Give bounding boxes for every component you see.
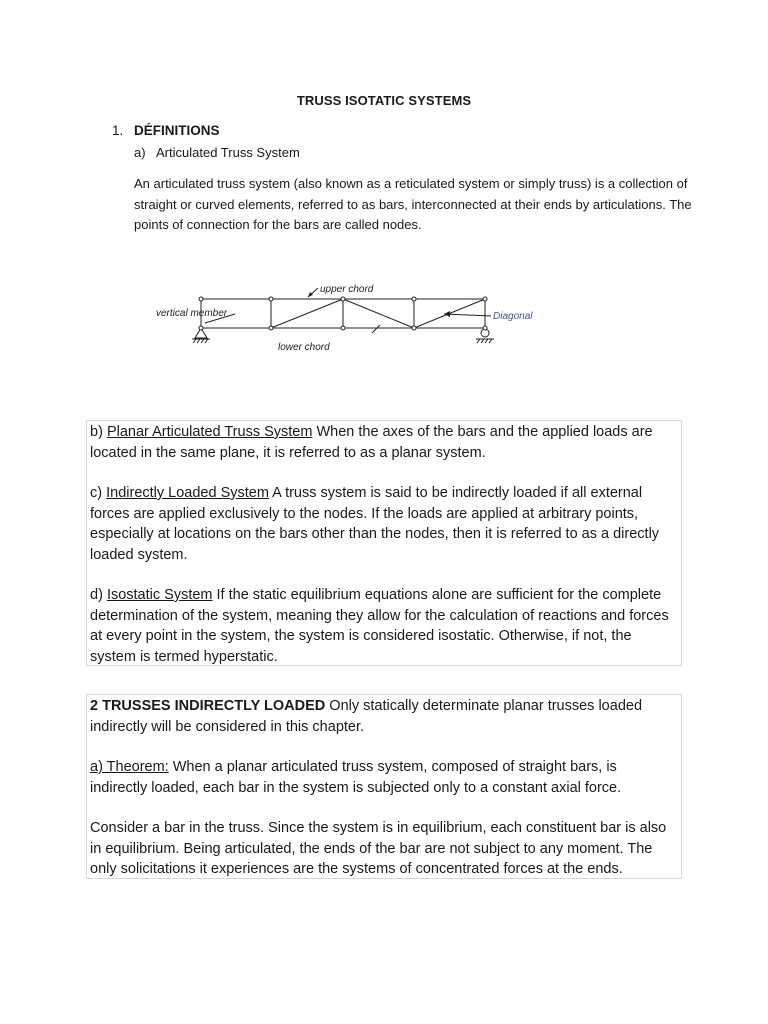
section-1-heading	[112, 123, 220, 138]
section-2-box	[86, 694, 682, 879]
definition-d-prefix: d)	[90, 587, 103, 603]
definition-b-term: Planar Articulated Truss System	[106, 424, 313, 440]
definition-b-text: When the axes of the bars and the applied loads are located in the same plane, it is referred to as a planar system.	[90, 424, 653, 461]
definitions-box	[86, 420, 682, 666]
theorem-text: When a planar articulated truss system, composed of straight bars, is indirectly loaded, each bar in the system is subjected only to a constant axial force.	[90, 759, 622, 796]
label-upper-chord: upper chord	[320, 284, 374, 295]
document-title: TRUSS ISOTATIC SYSTEMS	[296, 93, 472, 108]
definition-b-prefix: b)	[90, 424, 103, 440]
definition-c	[90, 483, 678, 565]
definition-d	[90, 585, 678, 667]
definition-c-text: A truss system is said to be indirectly loaded if all external forces are applied exclusively to the nodes. If the loads are applied at arbitrary points, especially at locations on the bars other than the nodes, then it is referred to as a directly loaded system.	[90, 485, 660, 563]
section-1-title: DÉFINITIONS	[134, 123, 220, 138]
definition-b	[90, 422, 678, 463]
definition-d-text: If the static equilibrium equations alone are sufficient for the complete determination of the system, meaning they allow for the calculation of reactions and forces at every point in the system, the system is considered isostatic. Otherwise, if not, the system is termed hyperstatic.	[90, 587, 669, 665]
theorem-label: a) Theorem:	[90, 759, 169, 775]
section-2-intro	[90, 696, 678, 737]
section-2-heading: 2 TRUSSES INDIRECTLY LOADED	[90, 698, 326, 714]
subsection-a-title: Articulated Truss System	[156, 145, 300, 160]
subsection-a-number: a)	[134, 145, 146, 160]
definition-d-term: Isostatic System	[106, 587, 213, 603]
definition-c-term: Indirectly Loaded System	[106, 485, 269, 501]
label-lower-chord: lower chord	[278, 342, 330, 353]
truss-diagram	[150, 278, 550, 358]
section-1-number: 1.	[112, 123, 124, 138]
definition-c-prefix: c)	[90, 485, 103, 501]
subsection-a-heading	[134, 145, 300, 160]
section-2-intro-text: Only statically determinate planar trusses loaded indirectly will be considered in this chapter.	[90, 698, 643, 735]
consider-paragraph: Consider a bar in the truss. Since the system is in equilibrium, each constituent bar is also in equilibrium. Being articulated, the ends of the bar are not subject to any moment. The only solicitations it experiences are the systems of concentrated forces at the ends.	[90, 820, 667, 877]
intro-paragraph: An articulated truss system (also known as a reticulated system or simply truss) is a collection of straight or curved elements, referred to as bars, interconnected at their ends by articulations. The points of connection for the bars are called nodes.	[134, 176, 692, 232]
label-vertical-member: vertical member	[156, 308, 228, 319]
label-diagonal: Diagonal	[493, 311, 533, 322]
theorem-paragraph	[90, 757, 678, 798]
